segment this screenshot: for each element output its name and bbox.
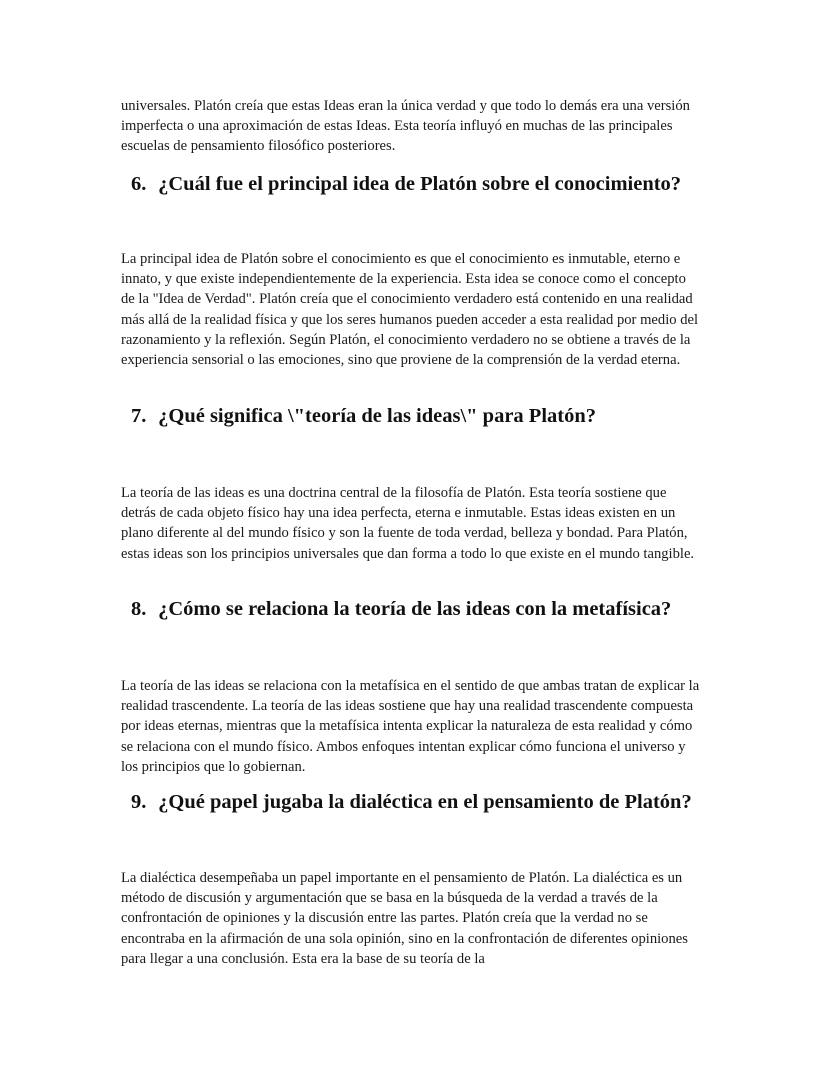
section-9-number: 9. bbox=[131, 791, 147, 813]
section-6-heading bbox=[131, 171, 751, 197]
section-8-answer: La teoría de las ideas se relaciona con la metafísica en el sentido de que ambas tratan de explicar la realidad trascendente. La teoría de las ideas sostiene que hay una realidad trascendente compuesta por ideas eternas, mientras que la metafísica intenta explicar la naturaleza de esta realidad y cómo se relaciona con el mundo físico. Ambos enfoques intentan explicar cómo funciona el universo y los principios que lo gobiernan. bbox=[121, 678, 700, 775]
section-7-answer: La teoría de las ideas es una doctrina central de la filosofía de Platón. Esta teoría sostiene que detrás de cada objeto físico hay una idea perfecta, eterna e inmutable. Estas ideas existen en un plano diferente al del mundo físico y son la fuente de toda verdad, belleza y bondad. Para Platón, estas ideas son los principios universales que dan forma a todo lo que existe en el mundo tangible. bbox=[121, 485, 695, 562]
section-8-heading bbox=[131, 596, 751, 622]
section-6-question: ¿Cuál fue el principal idea de Platón sobre el conocimiento? bbox=[158, 173, 682, 195]
section-7-heading bbox=[131, 403, 751, 429]
section-9-question: ¿Qué papel jugaba la dialéctica en el pensamiento de Platón? bbox=[158, 791, 692, 813]
intro-paragraph: universales. Platón creía que estas Ideas eran la única verdad y que todo lo demás era una versión imperfecta o una aproximación de estas Ideas. Esta teoría influyó en muchas de las principales escuelas de pensamiento filosófico posteriores. bbox=[121, 98, 690, 155]
section-9-answer: La dialéctica desempeñaba un papel importante en el pensamiento de Platón. La dialéctica es un método de discusión y argumentación que se basa en la búsqueda de la verdad a través de la confrontación de opiniones y la discusión entre las partes. Platón creía que la verdad no se encontraba en la afirmación de una sola opinión, sino en la confrontación de diferentes opiniones para llegar a una conclusión. Esta era la base de su teoría de la bbox=[121, 870, 688, 967]
section-7-question: ¿Qué significa \"teoría de las ideas\" para Platón? bbox=[158, 405, 597, 427]
section-8-number: 8. bbox=[131, 598, 147, 620]
section-7-number: 7. bbox=[131, 405, 147, 427]
section-8-question: ¿Cómo se relaciona la teoría de las ideas con la metafísica? bbox=[158, 598, 672, 620]
section-6-answer: La principal idea de Platón sobre el conocimiento es que el conocimiento es inmutable, eterno e innato, y que existe independientemente de la experiencia. Esta idea se conoce como el concepto de la "Idea de Verdad". Platón creía que el conocimiento verdadero está contenido en una realidad más allá de la realidad física y que los seres humanos pueden acceder a esta realidad por medio del razonamiento y la reflexión. Según Platón, el conocimiento verdadero no se obtiene a través de la experiencia sensorial o las emociones, sino que proviene de la comprensión de la verdad eterna. bbox=[121, 251, 699, 369]
section-9-heading bbox=[131, 789, 751, 815]
section-6-number: 6. bbox=[131, 173, 147, 195]
